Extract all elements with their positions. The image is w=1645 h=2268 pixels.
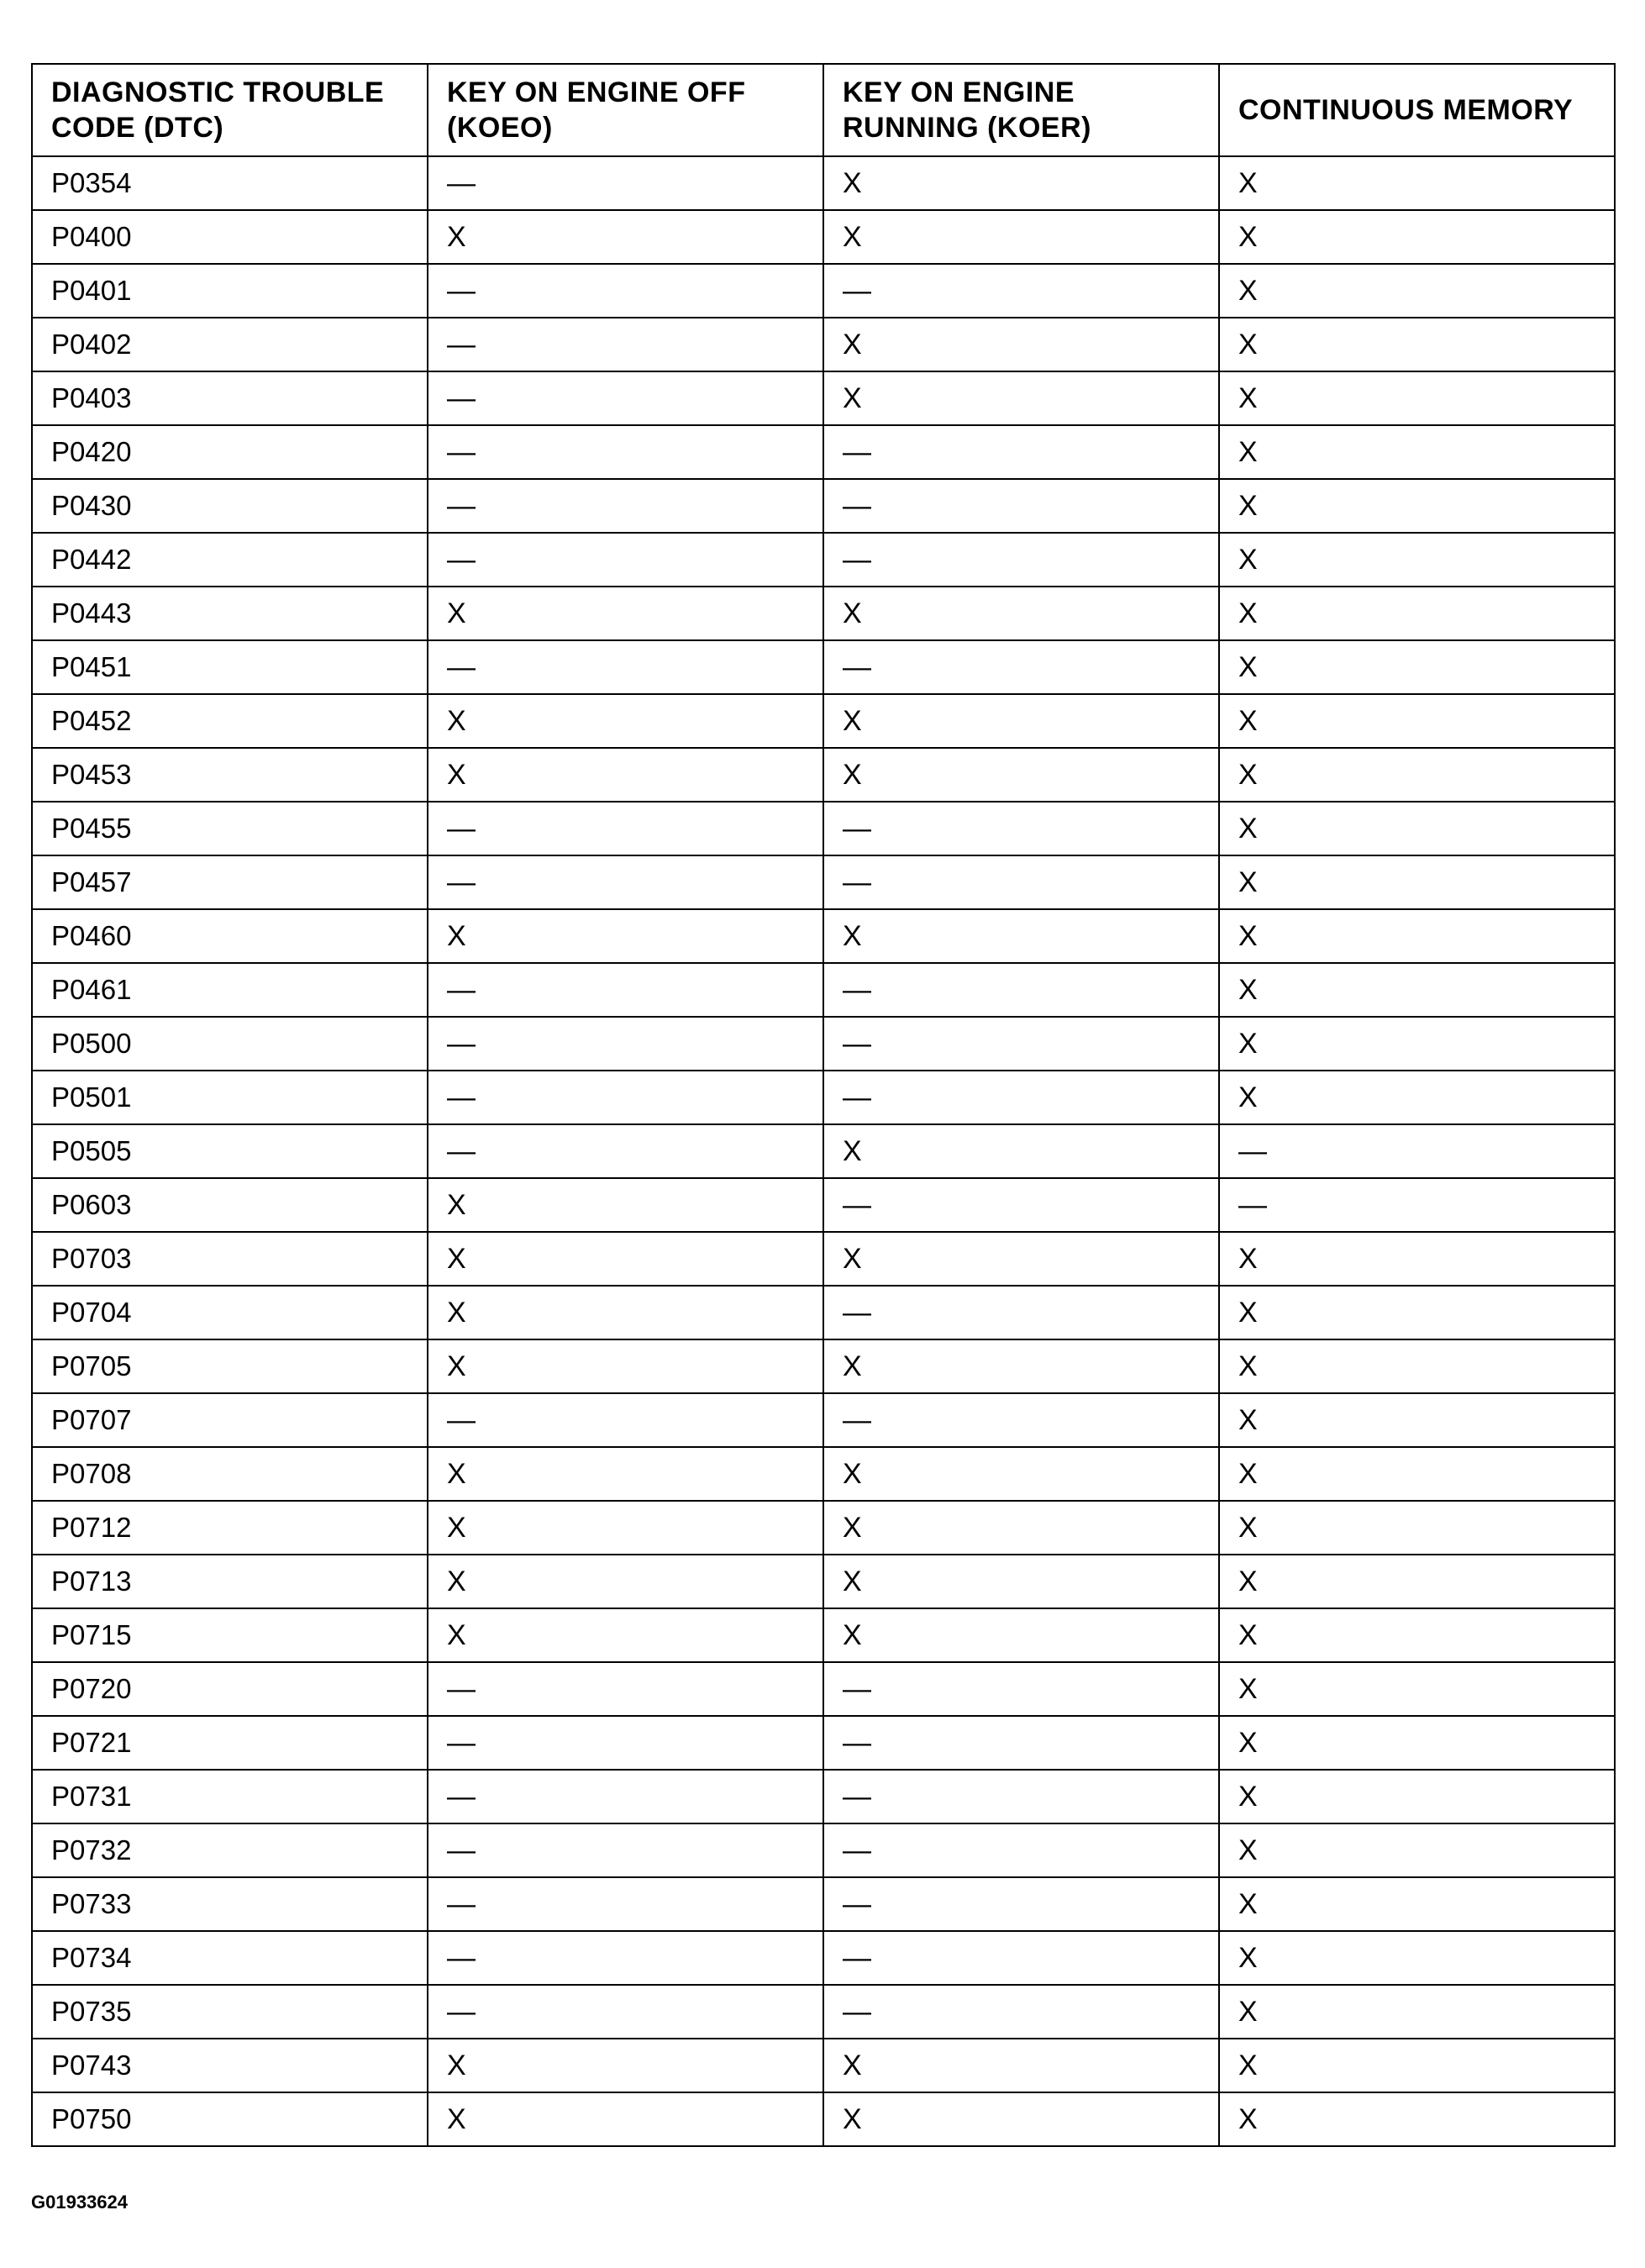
cell-koer: X — [823, 1447, 1219, 1501]
cell-dtc-code: P0705 — [32, 1339, 428, 1393]
cell-dtc-code: P0501 — [32, 1071, 428, 1124]
cell-koeo: — — [428, 1124, 823, 1178]
table-row — [32, 748, 1615, 802]
cell-koeo: — — [428, 1017, 823, 1071]
cell-dtc-code: P0354 — [32, 156, 428, 210]
table-row — [32, 1501, 1615, 1555]
cell-koeo: — — [428, 1877, 823, 1931]
cell-continuous-memory: X — [1219, 1071, 1615, 1124]
cell-continuous-memory: X — [1219, 694, 1615, 748]
cell-continuous-memory: X — [1219, 1823, 1615, 1877]
cell-dtc-code: P0452 — [32, 694, 428, 748]
cell-koeo: — — [428, 1770, 823, 1823]
cell-continuous-memory: X — [1219, 425, 1615, 479]
cell-dtc-code: P0453 — [32, 748, 428, 802]
cell-koer: X — [823, 1608, 1219, 1662]
cell-koeo: — — [428, 371, 823, 425]
cell-dtc-code: P0712 — [32, 1501, 428, 1555]
table-row — [32, 1286, 1615, 1339]
table-row — [32, 1339, 1615, 1393]
cell-koeo: X — [428, 2039, 823, 2092]
table-row — [32, 371, 1615, 425]
cell-continuous-memory: X — [1219, 210, 1615, 264]
cell-koer: — — [823, 1877, 1219, 1931]
table-row — [32, 1931, 1615, 1985]
cell-koeo: X — [428, 1501, 823, 1555]
table-row — [32, 479, 1615, 533]
cell-dtc-code: P0401 — [32, 264, 428, 318]
cell-koeo: — — [428, 855, 823, 909]
cell-dtc-code: P0743 — [32, 2039, 428, 2092]
cell-koer: — — [823, 425, 1219, 479]
cell-dtc-code: P0442 — [32, 533, 428, 587]
table-row — [32, 1017, 1615, 1071]
cell-koer: — — [823, 1017, 1219, 1071]
table-row — [32, 2092, 1615, 2146]
cell-continuous-memory: X — [1219, 2039, 1615, 2092]
header-continuous-memory: CONTINUOUS MEMORY — [1219, 64, 1615, 156]
cell-koer: — — [823, 1662, 1219, 1716]
cell-koer: — — [823, 963, 1219, 1017]
cell-continuous-memory: X — [1219, 318, 1615, 371]
cell-koer: — — [823, 1716, 1219, 1770]
cell-continuous-memory: X — [1219, 1608, 1615, 1662]
cell-continuous-memory: X — [1219, 1339, 1615, 1393]
cell-koer: — — [823, 1178, 1219, 1232]
table-row — [32, 533, 1615, 587]
cell-continuous-memory: X — [1219, 640, 1615, 694]
cell-koer: — — [823, 802, 1219, 855]
cell-dtc-code: P0461 — [32, 963, 428, 1017]
cell-continuous-memory: X — [1219, 1931, 1615, 1985]
cell-dtc-code: P0420 — [32, 425, 428, 479]
table-row — [32, 855, 1615, 909]
table-row — [32, 963, 1615, 1017]
table-row — [32, 1877, 1615, 1931]
table-row — [32, 1124, 1615, 1178]
cell-koer: X — [823, 210, 1219, 264]
dtc-table — [31, 63, 1616, 2147]
table-row — [32, 2039, 1615, 2092]
cell-koeo: — — [428, 640, 823, 694]
cell-dtc-code: P0707 — [32, 1393, 428, 1447]
cell-continuous-memory: X — [1219, 963, 1615, 1017]
cell-dtc-code: P0713 — [32, 1555, 428, 1608]
cell-koeo: X — [428, 748, 823, 802]
table-row — [32, 640, 1615, 694]
cell-dtc-code: P0708 — [32, 1447, 428, 1501]
cell-dtc-code: P0443 — [32, 587, 428, 640]
cell-dtc-code: P0734 — [32, 1931, 428, 1985]
table-row — [32, 909, 1615, 963]
cell-continuous-memory: X — [1219, 533, 1615, 587]
cell-continuous-memory: X — [1219, 1286, 1615, 1339]
cell-dtc-code: P0455 — [32, 802, 428, 855]
cell-koer: X — [823, 1124, 1219, 1178]
cell-koer: — — [823, 1985, 1219, 2039]
table-row — [32, 156, 1615, 210]
cell-dtc-code: P0402 — [32, 318, 428, 371]
cell-koer: X — [823, 156, 1219, 210]
cell-koer: X — [823, 1339, 1219, 1393]
cell-continuous-memory: — — [1219, 1124, 1615, 1178]
cell-dtc-code: P0500 — [32, 1017, 428, 1071]
cell-koer: — — [823, 855, 1219, 909]
cell-dtc-code: P0430 — [32, 479, 428, 533]
cell-dtc-code: P0451 — [32, 640, 428, 694]
table-body — [32, 156, 1615, 2146]
cell-continuous-memory: X — [1219, 1985, 1615, 2039]
cell-koeo: X — [428, 1232, 823, 1286]
cell-koeo: X — [428, 694, 823, 748]
cell-continuous-memory: X — [1219, 1447, 1615, 1501]
table-row — [32, 1823, 1615, 1877]
table-row — [32, 210, 1615, 264]
cell-koeo: — — [428, 1931, 823, 1985]
cell-continuous-memory: X — [1219, 156, 1615, 210]
cell-koeo: — — [428, 963, 823, 1017]
table-row — [32, 1393, 1615, 1447]
cell-dtc-code: P0703 — [32, 1232, 428, 1286]
cell-koeo: — — [428, 1662, 823, 1716]
header-koer: KEY ON ENGINE RUNNING (KOER) — [823, 64, 1219, 156]
header-dtc: DIAGNOSTIC TROUBLE CODE (DTC) — [32, 64, 428, 156]
cell-koeo: — — [428, 264, 823, 318]
cell-continuous-memory: — — [1219, 1178, 1615, 1232]
cell-koeo: X — [428, 1339, 823, 1393]
cell-koer: — — [823, 1071, 1219, 1124]
cell-koeo: — — [428, 802, 823, 855]
table-row — [32, 1447, 1615, 1501]
cell-koer: X — [823, 909, 1219, 963]
cell-continuous-memory: X — [1219, 748, 1615, 802]
cell-koeo: X — [428, 587, 823, 640]
cell-koeo: X — [428, 1555, 823, 1608]
cell-continuous-memory: X — [1219, 1501, 1615, 1555]
table-row — [32, 1555, 1615, 1608]
figure-id: G01933624 — [31, 2192, 128, 2213]
cell-continuous-memory: X — [1219, 802, 1615, 855]
cell-koer: — — [823, 640, 1219, 694]
cell-continuous-memory: X — [1219, 2092, 1615, 2146]
cell-dtc-code: P0732 — [32, 1823, 428, 1877]
table-row — [32, 1662, 1615, 1716]
cell-continuous-memory: X — [1219, 587, 1615, 640]
cell-koer: X — [823, 694, 1219, 748]
table-row — [32, 264, 1615, 318]
cell-continuous-memory: X — [1219, 371, 1615, 425]
cell-dtc-code: P0403 — [32, 371, 428, 425]
table-row — [32, 1716, 1615, 1770]
table-row — [32, 1178, 1615, 1232]
cell-dtc-code: P0457 — [32, 855, 428, 909]
cell-dtc-code: P0704 — [32, 1286, 428, 1339]
cell-koer: — — [823, 1770, 1219, 1823]
cell-continuous-memory: X — [1219, 855, 1615, 909]
cell-koer: X — [823, 371, 1219, 425]
cell-koeo: X — [428, 1178, 823, 1232]
cell-koeo: — — [428, 1823, 823, 1877]
cell-koeo: — — [428, 1393, 823, 1447]
table-row — [32, 802, 1615, 855]
cell-koeo: — — [428, 533, 823, 587]
cell-dtc-code: P0733 — [32, 1877, 428, 1931]
cell-koer: X — [823, 587, 1219, 640]
cell-koeo: X — [428, 210, 823, 264]
table-row — [32, 694, 1615, 748]
cell-koer: X — [823, 1232, 1219, 1286]
cell-continuous-memory: X — [1219, 1555, 1615, 1608]
cell-koer: X — [823, 318, 1219, 371]
table-row — [32, 425, 1615, 479]
cell-continuous-memory: X — [1219, 1662, 1615, 1716]
cell-dtc-code: P0603 — [32, 1178, 428, 1232]
cell-koer: X — [823, 1555, 1219, 1608]
cell-continuous-memory: X — [1219, 1232, 1615, 1286]
cell-dtc-code: P0400 — [32, 210, 428, 264]
cell-koeo: — — [428, 1985, 823, 2039]
table-header-row — [32, 64, 1615, 156]
cell-continuous-memory: X — [1219, 1716, 1615, 1770]
cell-dtc-code: P0721 — [32, 1716, 428, 1770]
cell-koeo: — — [428, 1716, 823, 1770]
cell-continuous-memory: X — [1219, 1393, 1615, 1447]
cell-koer: — — [823, 479, 1219, 533]
table-row — [32, 1770, 1615, 1823]
cell-dtc-code: P0720 — [32, 1662, 428, 1716]
cell-continuous-memory: X — [1219, 909, 1615, 963]
cell-dtc-code: P0731 — [32, 1770, 428, 1823]
cell-koeo: X — [428, 2092, 823, 2146]
cell-koeo: — — [428, 318, 823, 371]
cell-koeo: X — [428, 1447, 823, 1501]
cell-continuous-memory: X — [1219, 264, 1615, 318]
cell-koeo: X — [428, 909, 823, 963]
cell-koer: — — [823, 1393, 1219, 1447]
header-koeo: KEY ON ENGINE OFF (KOEO) — [428, 64, 823, 156]
table-row — [32, 587, 1615, 640]
table-row — [32, 318, 1615, 371]
cell-koeo: — — [428, 479, 823, 533]
table-row — [32, 1071, 1615, 1124]
cell-koer: X — [823, 2092, 1219, 2146]
table-row — [32, 1985, 1615, 2039]
table-row — [32, 1608, 1615, 1662]
cell-dtc-code: P0505 — [32, 1124, 428, 1178]
cell-dtc-code: P0735 — [32, 1985, 428, 2039]
cell-koer: — — [823, 1286, 1219, 1339]
cell-koer: — — [823, 533, 1219, 587]
cell-dtc-code: P0750 — [32, 2092, 428, 2146]
cell-koeo: — — [428, 156, 823, 210]
cell-dtc-code: P0460 — [32, 909, 428, 963]
cell-koer: — — [823, 1931, 1219, 1985]
cell-continuous-memory: X — [1219, 479, 1615, 533]
cell-continuous-memory: X — [1219, 1770, 1615, 1823]
cell-koer: X — [823, 748, 1219, 802]
cell-koer: X — [823, 2039, 1219, 2092]
cell-koeo: X — [428, 1608, 823, 1662]
cell-continuous-memory: X — [1219, 1877, 1615, 1931]
cell-koer: X — [823, 1501, 1219, 1555]
table-row — [32, 1232, 1615, 1286]
cell-koeo: X — [428, 1286, 823, 1339]
cell-koer: — — [823, 264, 1219, 318]
cell-continuous-memory: X — [1219, 1017, 1615, 1071]
cell-dtc-code: P0715 — [32, 1608, 428, 1662]
cell-koeo: — — [428, 425, 823, 479]
cell-koeo: — — [428, 1071, 823, 1124]
cell-koer: — — [823, 1823, 1219, 1877]
